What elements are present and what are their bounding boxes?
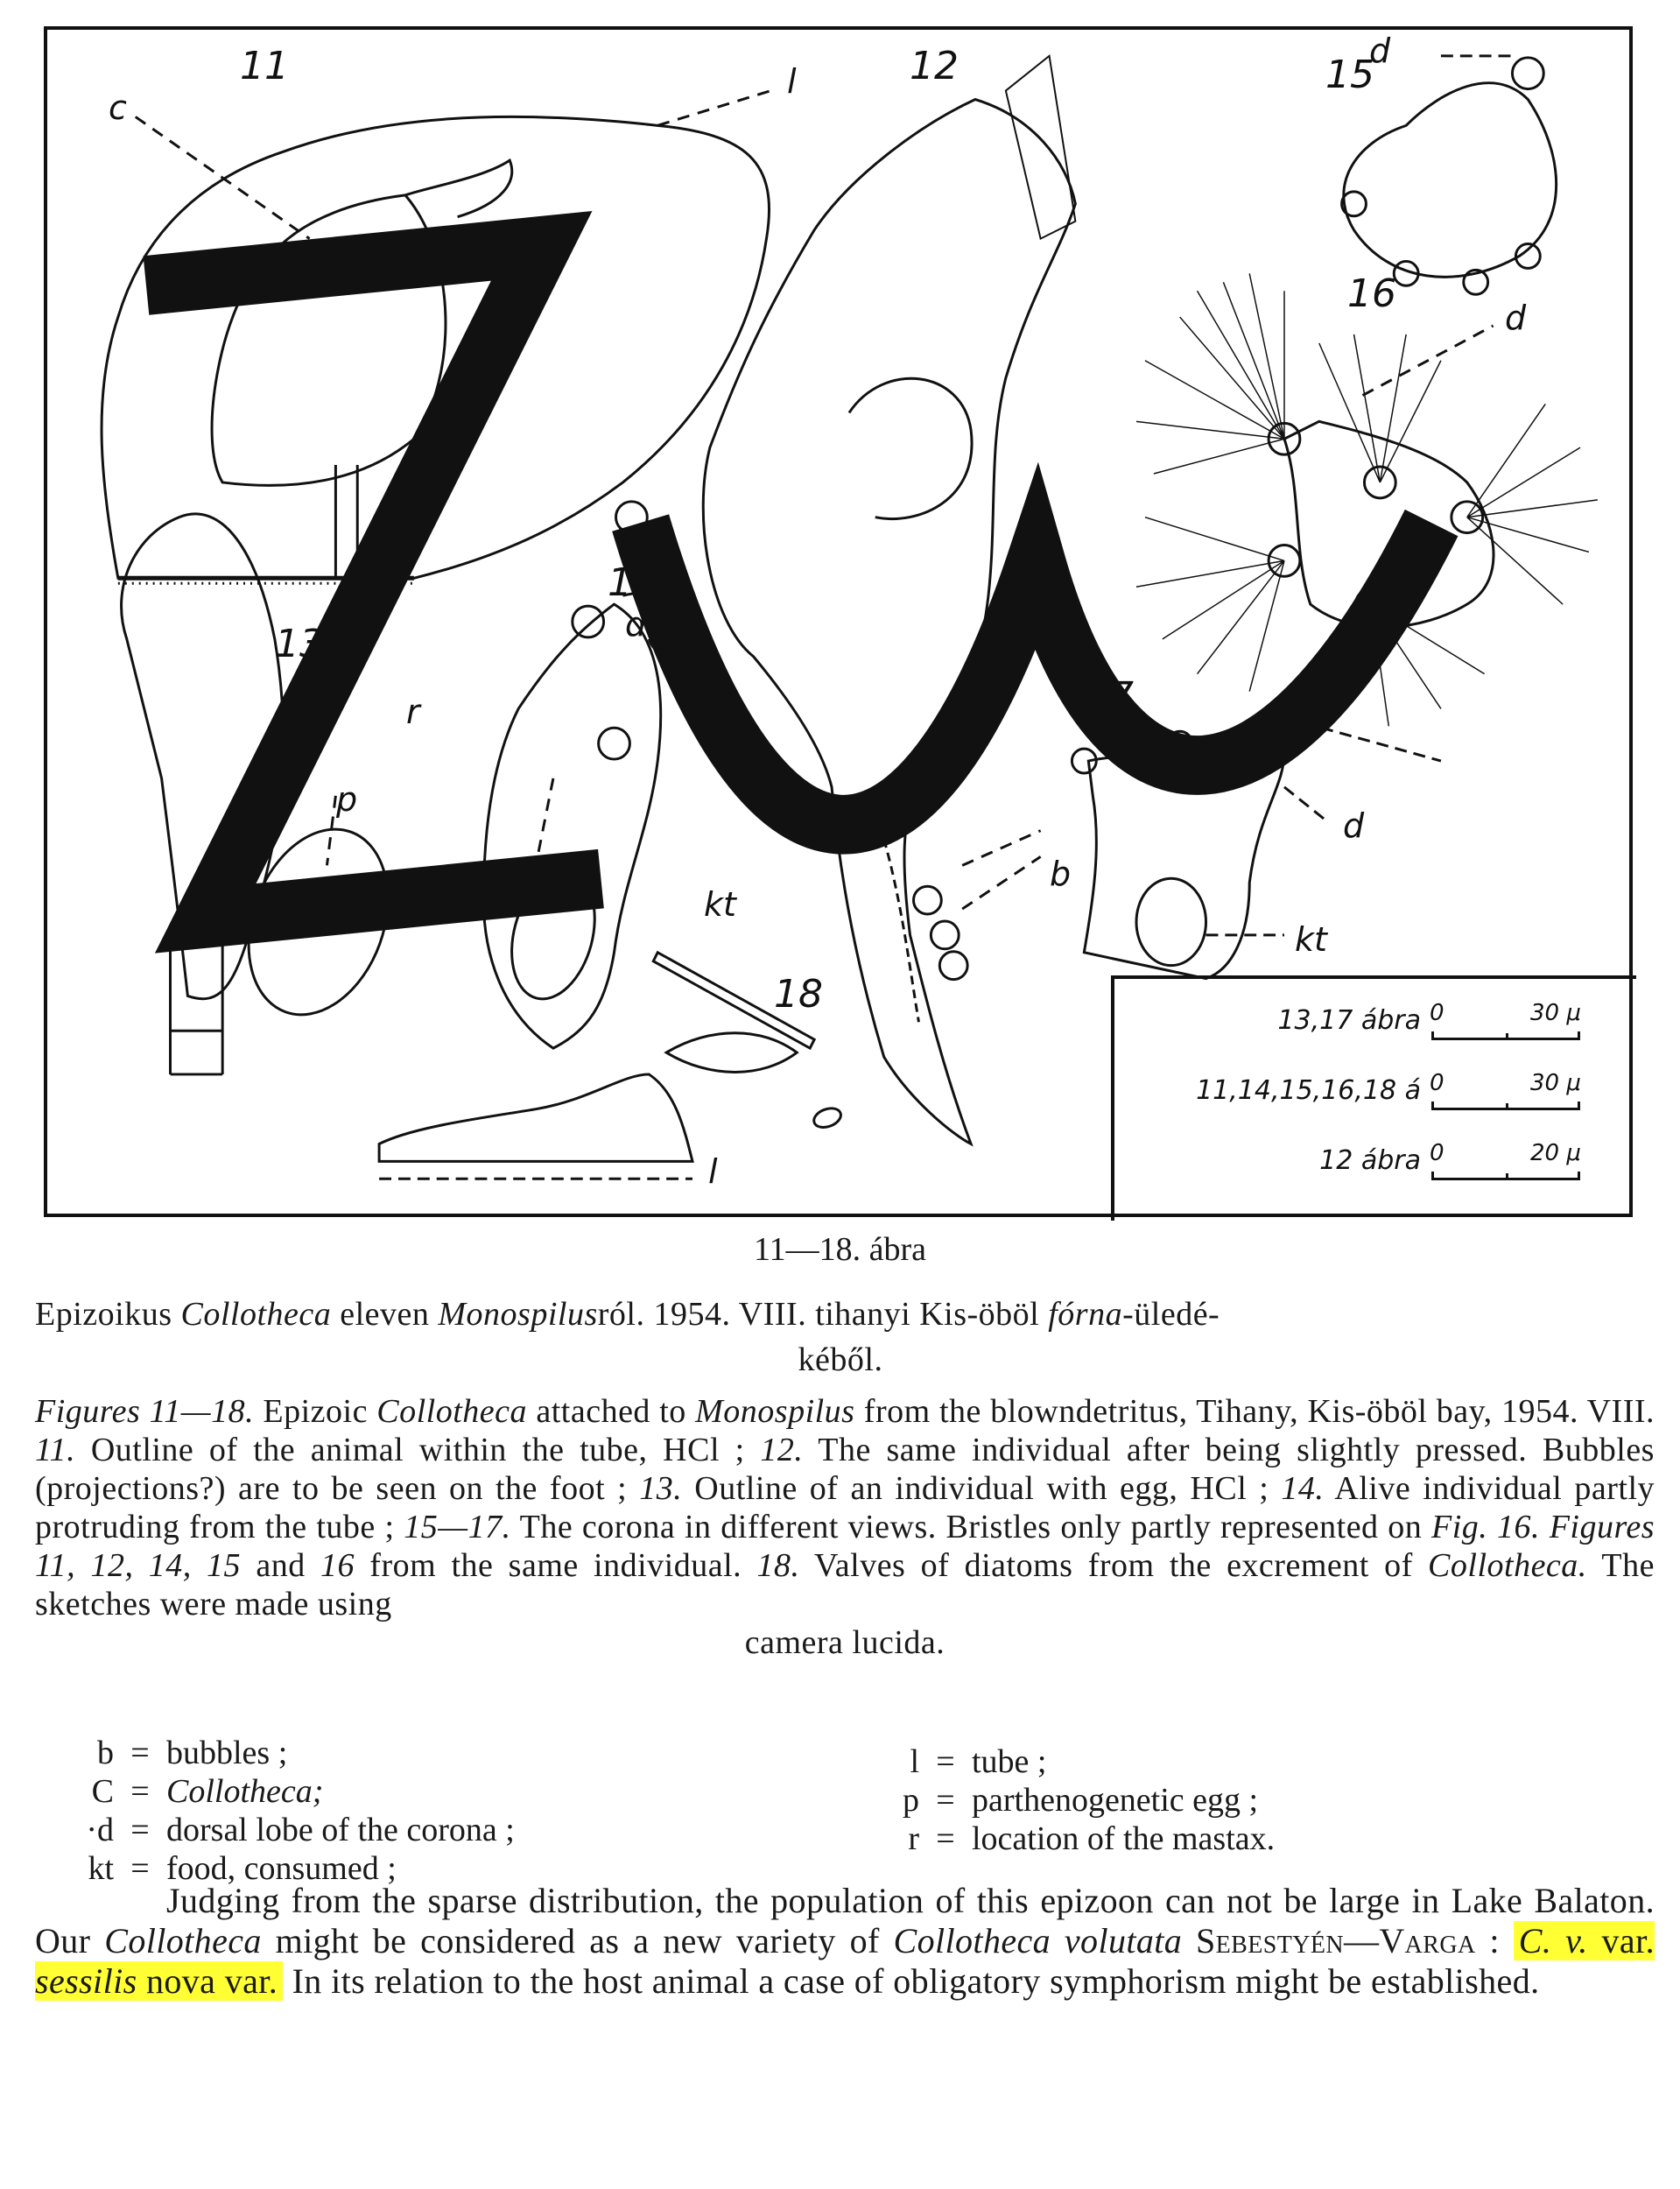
- label-kt-fig14: kt: [704, 885, 736, 924]
- scale-bar-max: 30 μ: [1530, 1000, 1581, 1026]
- label-d-fig17: d: [1343, 806, 1365, 845]
- hu-text: eleven: [331, 1296, 439, 1333]
- label-c: c: [109, 88, 127, 127]
- en-caption-run: Outline of an individual with egg, HCl ;: [682, 1470, 1282, 1507]
- hu-text: ról. 1954. VIII. tihanyi Kis-öböl: [597, 1296, 1049, 1333]
- hu-text: Epizoikus: [35, 1296, 181, 1333]
- scale-bar-line: [1431, 1102, 1580, 1110]
- label-kt-fig17: kt: [1295, 920, 1327, 959]
- scale-bar-max: 30 μ: [1530, 1070, 1581, 1096]
- en-caption-run: 13.: [639, 1470, 683, 1507]
- en-caption-run: 14.: [1281, 1470, 1325, 1507]
- closing-text: sessilis: [35, 1961, 137, 2001]
- label-r: r: [406, 693, 420, 731]
- legend-value: food, consumed ;: [166, 1850, 397, 1887]
- legend-row: [35, 1811, 515, 1849]
- en-caption-run: The same individual after being slightly pressed. Bubbles (projections?) are to be seen on the foot ;: [35, 1432, 1655, 1507]
- label-d-fig15: d: [1369, 32, 1391, 70]
- scale-bar-zero: 0: [1430, 1000, 1445, 1026]
- legend-key: p: [903, 1782, 919, 1819]
- fig-number-12: 12: [910, 44, 959, 88]
- scale-bar-line: [1431, 1172, 1580, 1180]
- legend-value: bubbles ;: [166, 1735, 288, 1771]
- fig-number-13: 13: [275, 622, 324, 666]
- scale-bar-max: 20 μ: [1530, 1140, 1581, 1166]
- legend-value: Collotheca;: [166, 1773, 324, 1810]
- scale-bar-row: [1114, 996, 1640, 1049]
- fig-number-14: 14: [608, 560, 657, 605]
- scale-bar-name: 13,17 ábra: [1277, 1005, 1421, 1036]
- en-caption-run: 12.: [760, 1432, 804, 1468]
- en-caption-run: 11.: [35, 1432, 76, 1468]
- en-caption-run: Collotheca: [376, 1393, 528, 1430]
- scale-bar-line: [1431, 1031, 1580, 1040]
- hu-text: Collotheca: [180, 1296, 332, 1333]
- legend-equals: =: [936, 1743, 955, 1780]
- en-caption-run: Monospilus: [695, 1393, 855, 1430]
- fig-number-16: 16: [1347, 271, 1396, 316]
- label-l-fig14: l: [708, 1152, 718, 1191]
- en-caption-run: attached to: [527, 1393, 696, 1430]
- legend-key: l: [910, 1743, 919, 1780]
- legend-key: b: [97, 1735, 114, 1771]
- label-p: p: [336, 780, 358, 819]
- fig-number-18: 18: [774, 972, 823, 1017]
- en-caption-run: The sketches were made using: [35, 1547, 1655, 1622]
- closing-text: Judging from the sparse distribution, the population of this epizoon can not be large in Lake Balaton. Our: [35, 1881, 1655, 1960]
- hu-text: -üledé-: [1122, 1296, 1220, 1333]
- hu-text: Monospilus: [438, 1296, 598, 1333]
- en-caption-run: 16: [320, 1547, 355, 1584]
- english-caption-last-line: camera lucida.: [744, 1624, 945, 1661]
- closing-text: var.: [1587, 1921, 1655, 1960]
- scale-bar-name: 11,14,15,16,18 á: [1196, 1075, 1421, 1106]
- scale-bar-box: [1111, 975, 1636, 1221]
- closing-paragraph: [35, 1881, 1655, 2002]
- hu-text: fórna: [1048, 1296, 1123, 1333]
- label-d-fig16: d: [1505, 299, 1527, 337]
- en-caption-run: Fig. 16. Figures 11, 12, 14, 15: [35, 1509, 1655, 1584]
- closing-text: nova var.: [137, 1961, 278, 2001]
- legend-equals: =: [130, 1812, 150, 1848]
- en-caption-run: from the blowndetritus, Tihany, Kis-öböl bay, 1954. VIII.: [854, 1393, 1655, 1430]
- legend-equals: =: [130, 1850, 150, 1887]
- english-caption-runs: [35, 1393, 1655, 1622]
- scale-bar-row: [1114, 1137, 1640, 1189]
- en-caption-run: Alive individual partly protruding from the tube ;: [35, 1470, 1655, 1545]
- legend-key: ·d: [86, 1812, 114, 1848]
- legend-equals: =: [936, 1782, 955, 1819]
- closing-text: Collotheca: [104, 1921, 262, 1960]
- legend-row: [35, 1772, 515, 1811]
- legend-key: r: [908, 1820, 919, 1857]
- hungarian-caption: [35, 1292, 1646, 1383]
- en-caption-run: 15—17.: [404, 1509, 511, 1545]
- english-caption: [35, 1392, 1655, 1662]
- en-caption-run: Valves of diatoms from the excrement of: [799, 1547, 1429, 1584]
- legend-left: [35, 1734, 515, 1888]
- en-caption-run: Collotheca.: [1428, 1547, 1587, 1584]
- fig-number-11: 11: [240, 44, 289, 88]
- fig-number-17: 17: [1085, 674, 1134, 719]
- closing-text: C. v.: [1518, 1921, 1588, 1960]
- en-caption-run: from the same individual.: [355, 1547, 757, 1584]
- en-caption-run: 18.: [756, 1547, 800, 1584]
- legend-value: dorsal lobe of the corona ;: [166, 1812, 515, 1848]
- legend-row: [840, 1819, 1275, 1858]
- figure-caption-title: 11—18. ábra: [754, 1231, 926, 1268]
- en-caption-run: The corona in different views. Bristles only partly represented on: [510, 1509, 1431, 1545]
- legend-key: C: [91, 1773, 114, 1810]
- legend-value: location of the mastax.: [972, 1820, 1276, 1857]
- legend-row: [840, 1742, 1275, 1781]
- label-b: b: [1050, 855, 1072, 893]
- fig-number-15: 15: [1325, 53, 1374, 97]
- en-caption-run: and: [241, 1547, 321, 1584]
- closing-text: might be considered as a new variety of: [261, 1921, 894, 1960]
- legend-right: [840, 1742, 1275, 1858]
- label-l-fig11: l: [787, 62, 797, 101]
- legend-equals: =: [130, 1773, 150, 1810]
- legend-value: tube ;: [972, 1743, 1047, 1780]
- figure-plate: [44, 26, 1633, 1217]
- closing-text: In its relation to the host animal a case of obligatory symphorism might be established.: [283, 1961, 1540, 2001]
- legend-equals: =: [130, 1735, 150, 1771]
- en-caption-run: Epizoic: [254, 1393, 377, 1430]
- closing-author: Sebestyén—Varga :: [1182, 1921, 1514, 1960]
- scale-bar-name: 12 ábra: [1319, 1145, 1421, 1176]
- legend-key: kt: [88, 1850, 114, 1887]
- label-d-fig14: d: [625, 605, 647, 644]
- legend-row: [35, 1734, 515, 1772]
- scale-bar-zero: 0: [1430, 1070, 1445, 1096]
- legend-value: parthenogenetic egg ;: [972, 1782, 1259, 1819]
- en-caption-run: Outline of the animal within the tube, HCl ;: [75, 1432, 761, 1468]
- closing-text: Collotheca volutata: [893, 1921, 1183, 1960]
- scale-bar-zero: 0: [1430, 1140, 1445, 1166]
- legend-row: [840, 1781, 1275, 1819]
- legend-equals: =: [936, 1820, 955, 1857]
- en-caption-run: Figures 11—18.: [35, 1393, 255, 1430]
- scale-bar-row: [1114, 1066, 1640, 1119]
- hu-text: kéből.: [798, 1341, 883, 1378]
